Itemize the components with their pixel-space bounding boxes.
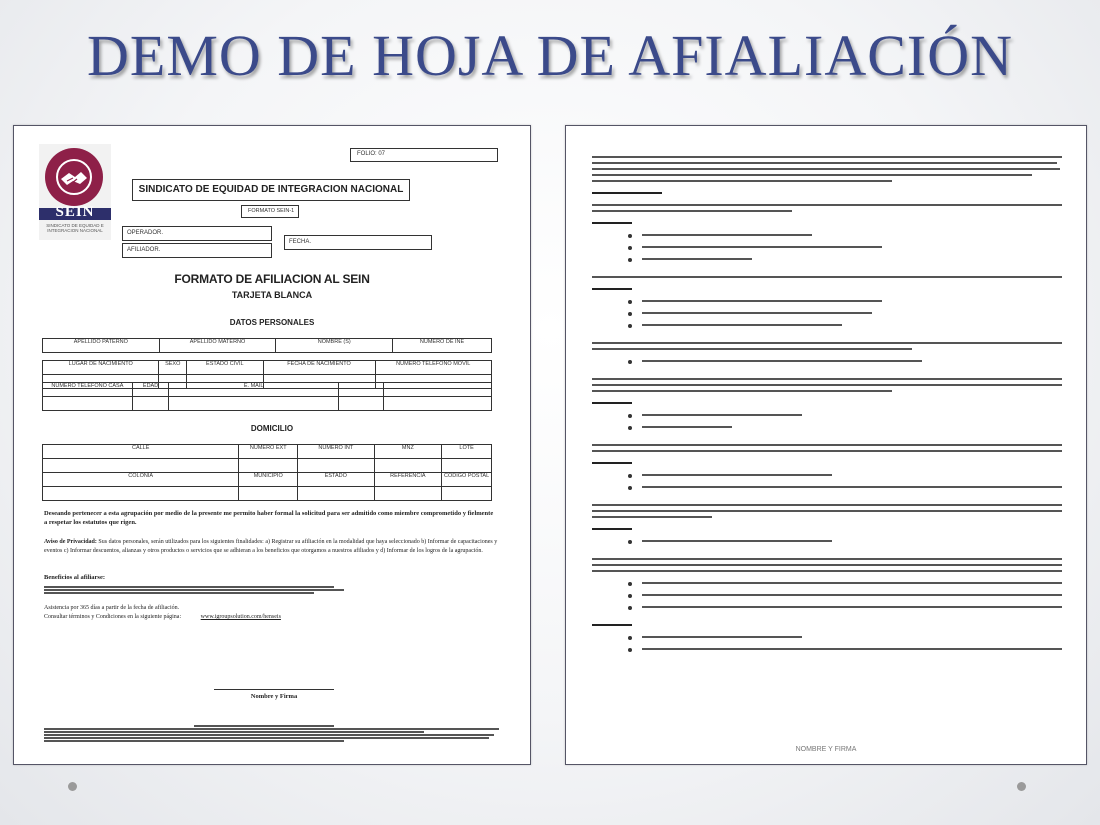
bullet-icon	[628, 414, 632, 418]
table-cell[interactable]	[442, 459, 492, 473]
text-line	[592, 276, 1062, 278]
declaration-text: Deseando pertenecer a esta agrupación por medio de la presente me permito haber formal la solicitud para ser admitido como miembre comprometido y fielmente a respetar los estatutos que rigen.	[44, 510, 494, 526]
bullet-icon	[628, 594, 632, 598]
bullet-icon	[628, 258, 632, 262]
text-line	[642, 606, 1062, 608]
bullet-icon	[628, 300, 632, 304]
text-line	[642, 258, 752, 260]
signature-line	[214, 689, 334, 690]
table-cell: NUMERO DE INE	[393, 339, 492, 353]
text-line	[592, 348, 912, 350]
table-cell: NOMBRE (S)	[276, 339, 393, 353]
personal-data-table-3	[42, 382, 492, 411]
footer-fine-print	[44, 724, 504, 743]
text-line	[642, 426, 732, 428]
text-line	[592, 402, 632, 404]
signature-label: Nombre y Firma	[250, 693, 298, 700]
bullet-icon	[628, 486, 632, 490]
personal-section-title: DATOS PERSONALES	[229, 318, 315, 327]
form-subtitle: TARJETA BLANCA	[231, 290, 313, 300]
table-row[interactable]	[43, 459, 492, 473]
table-row	[43, 445, 492, 459]
table-cell: COLONIA	[43, 473, 239, 487]
text-line	[592, 168, 1060, 170]
address-section-title: DOMICILIO	[250, 424, 294, 433]
table-cell[interactable]	[298, 459, 374, 473]
folio-label: FOLIO: 07	[357, 151, 386, 157]
table-cell[interactable]	[374, 487, 442, 501]
text-line	[592, 204, 1062, 206]
operador-label: OPERADOR.	[127, 230, 164, 236]
affiliation-form-page	[13, 125, 531, 765]
terms-label: Consultar términos y Condiciones en la siguiente página:	[44, 614, 182, 620]
table-cell: REFERENCIA	[374, 473, 442, 487]
text-line	[642, 486, 1062, 488]
assistance-text: Asistencia por 365 días a partir de la fecha de afiliación.	[44, 605, 180, 611]
bullet-icon	[628, 540, 632, 544]
text-line	[592, 222, 632, 224]
format-code: FORMATO SEIN-1	[248, 208, 295, 214]
table-row[interactable]	[43, 397, 492, 411]
table-cell[interactable]	[132, 397, 169, 411]
text-line	[592, 210, 792, 212]
table-cell	[384, 383, 492, 397]
table-cell: ESTADO	[298, 473, 374, 487]
table-row	[43, 383, 492, 397]
text-line	[642, 582, 1062, 584]
terms-page	[565, 125, 1087, 765]
text-line	[592, 192, 662, 194]
sein-logo	[39, 144, 111, 240]
bullet-icon	[628, 234, 632, 238]
table-cell: APELLIDO PATERNO	[43, 339, 160, 353]
table-row	[43, 361, 492, 375]
text-line	[592, 378, 1062, 380]
text-line	[642, 246, 882, 248]
table-cell[interactable]	[384, 397, 492, 411]
table-cell[interactable]	[239, 459, 298, 473]
text-line	[592, 450, 1062, 452]
slide-nav-dot-left	[68, 782, 77, 791]
table-cell: MUNICIPIO	[239, 473, 298, 487]
address-table	[42, 444, 492, 501]
afiliador-field[interactable]	[122, 243, 272, 258]
text-line	[592, 180, 892, 182]
table-cell: NUMERO EXT	[239, 445, 298, 459]
table-cell: CALLE	[43, 445, 239, 459]
org-name: SINDICATO DE EQUIDAD DE INTEGRACION NACIONAL	[138, 184, 404, 195]
fecha-field[interactable]	[284, 235, 432, 250]
text-line	[592, 390, 892, 392]
table-row	[43, 473, 492, 487]
table-cell[interactable]	[43, 487, 239, 501]
text-line	[642, 648, 1062, 650]
table-cell[interactable]	[43, 397, 133, 411]
text-line	[592, 174, 1032, 176]
text-line	[592, 516, 712, 518]
privacy-notice	[44, 538, 499, 555]
logo-subtitle: SINDICATO DE EQUIDAD E INTEGRACION NACIONAL	[46, 223, 104, 233]
benefits-label: Beneficios al afiliarse:	[44, 574, 106, 581]
folio-field[interactable]	[350, 148, 498, 162]
table-cell[interactable]	[374, 459, 442, 473]
table-cell[interactable]	[43, 459, 239, 473]
privacy-label: Aviso de Privacidad:	[44, 539, 97, 545]
table-row	[43, 339, 492, 353]
table-cell: NUMERO TELEFONO CASA	[43, 383, 133, 397]
format-code-box	[241, 205, 299, 218]
privacy-text: Sus datos personales, serán utilizados para los siguientes finalidades: a) Registrar su afiliación en la modalidad que haya seleccionado b) Informar de capacitaciones y eventos c) Informar descuentos, alianzas y otros productos o servicios que se adhieran a los beneficios que otorgamos a nuestros afiliados y d) Informar de los logros de la agrupación.	[44, 539, 498, 554]
text-line	[642, 234, 812, 236]
bullet-icon	[628, 426, 632, 430]
table-cell[interactable]	[298, 487, 374, 501]
table-cell: MNZ	[374, 445, 442, 459]
table-cell: CODIGO POSTAL	[442, 473, 492, 487]
text-line	[642, 474, 832, 476]
text-line	[592, 558, 1062, 560]
bullet-icon	[628, 648, 632, 652]
text-line	[592, 528, 632, 530]
slide-title: DEMO DE HOJA DE AFIALIACIÓN	[87, 23, 1013, 88]
text-line	[592, 156, 1062, 158]
text-line	[592, 624, 632, 626]
table-cell[interactable]	[169, 397, 339, 411]
bullet-icon	[628, 324, 632, 328]
table-cell[interactable]	[239, 487, 298, 501]
table-cell: E. MAIL	[169, 383, 339, 397]
text-line	[642, 594, 1062, 596]
table-cell[interactable]	[339, 397, 384, 411]
logo-text: SEIN	[55, 204, 95, 220]
form-title: FORMATO DE AFILIACION AL SEIN	[174, 272, 370, 286]
slide-nav-dot-right	[1017, 782, 1026, 791]
personal-data-table	[42, 338, 492, 353]
text-line	[592, 384, 1062, 386]
text-line	[592, 462, 632, 464]
table-cell: LOTE	[442, 445, 492, 459]
text-line	[642, 300, 882, 302]
table-cell: EDAD	[132, 383, 169, 397]
table-cell: LUGAR DE NACIMIENTO	[43, 361, 159, 375]
text-line	[592, 162, 1057, 164]
text-line	[642, 540, 832, 542]
text-line	[592, 510, 1062, 512]
text-line	[592, 570, 1062, 572]
fecha-label: FECHA.	[289, 239, 312, 245]
bullet-icon	[628, 246, 632, 250]
bullet-icon	[628, 636, 632, 640]
table-cell: ESTADO CIVIL	[187, 361, 263, 375]
bullet-icon	[628, 312, 632, 316]
text-line	[642, 312, 872, 314]
text-line	[642, 414, 802, 416]
afiliador-label: AFILIADOR.	[127, 247, 161, 253]
text-line	[592, 444, 1062, 446]
benefits-fine-print	[44, 585, 344, 595]
text-line	[642, 324, 842, 326]
terms-signature-label: NOMBRE Y FIRMA	[795, 746, 857, 753]
org-name-box	[132, 179, 410, 201]
terms-text	[44, 614, 281, 620]
text-line	[642, 636, 802, 638]
table-cell: FECHA DE NACIMIENTO	[263, 361, 375, 375]
text-line	[592, 504, 1062, 506]
bullet-icon	[628, 360, 632, 364]
text-line	[592, 564, 1062, 566]
bullet-icon	[628, 474, 632, 478]
bullet-icon	[628, 582, 632, 586]
table-row[interactable]	[43, 487, 492, 501]
table-cell: NUMERO TELEFONO MOVIL	[375, 361, 491, 375]
table-cell[interactable]	[442, 487, 492, 501]
table-cell	[339, 383, 384, 397]
table-cell: APELLIDO MATERNO	[159, 339, 276, 353]
text-line	[592, 288, 632, 290]
table-cell: NUMERO INT	[298, 445, 374, 459]
bullet-icon	[628, 606, 632, 610]
text-line	[592, 342, 1062, 344]
handshake-icon	[45, 148, 103, 206]
operador-field[interactable]	[122, 226, 272, 241]
text-line	[642, 360, 922, 362]
terms-link[interactable]: www.igroupsolution.com/henseis	[200, 614, 281, 620]
table-cell: SEXO	[159, 361, 187, 375]
